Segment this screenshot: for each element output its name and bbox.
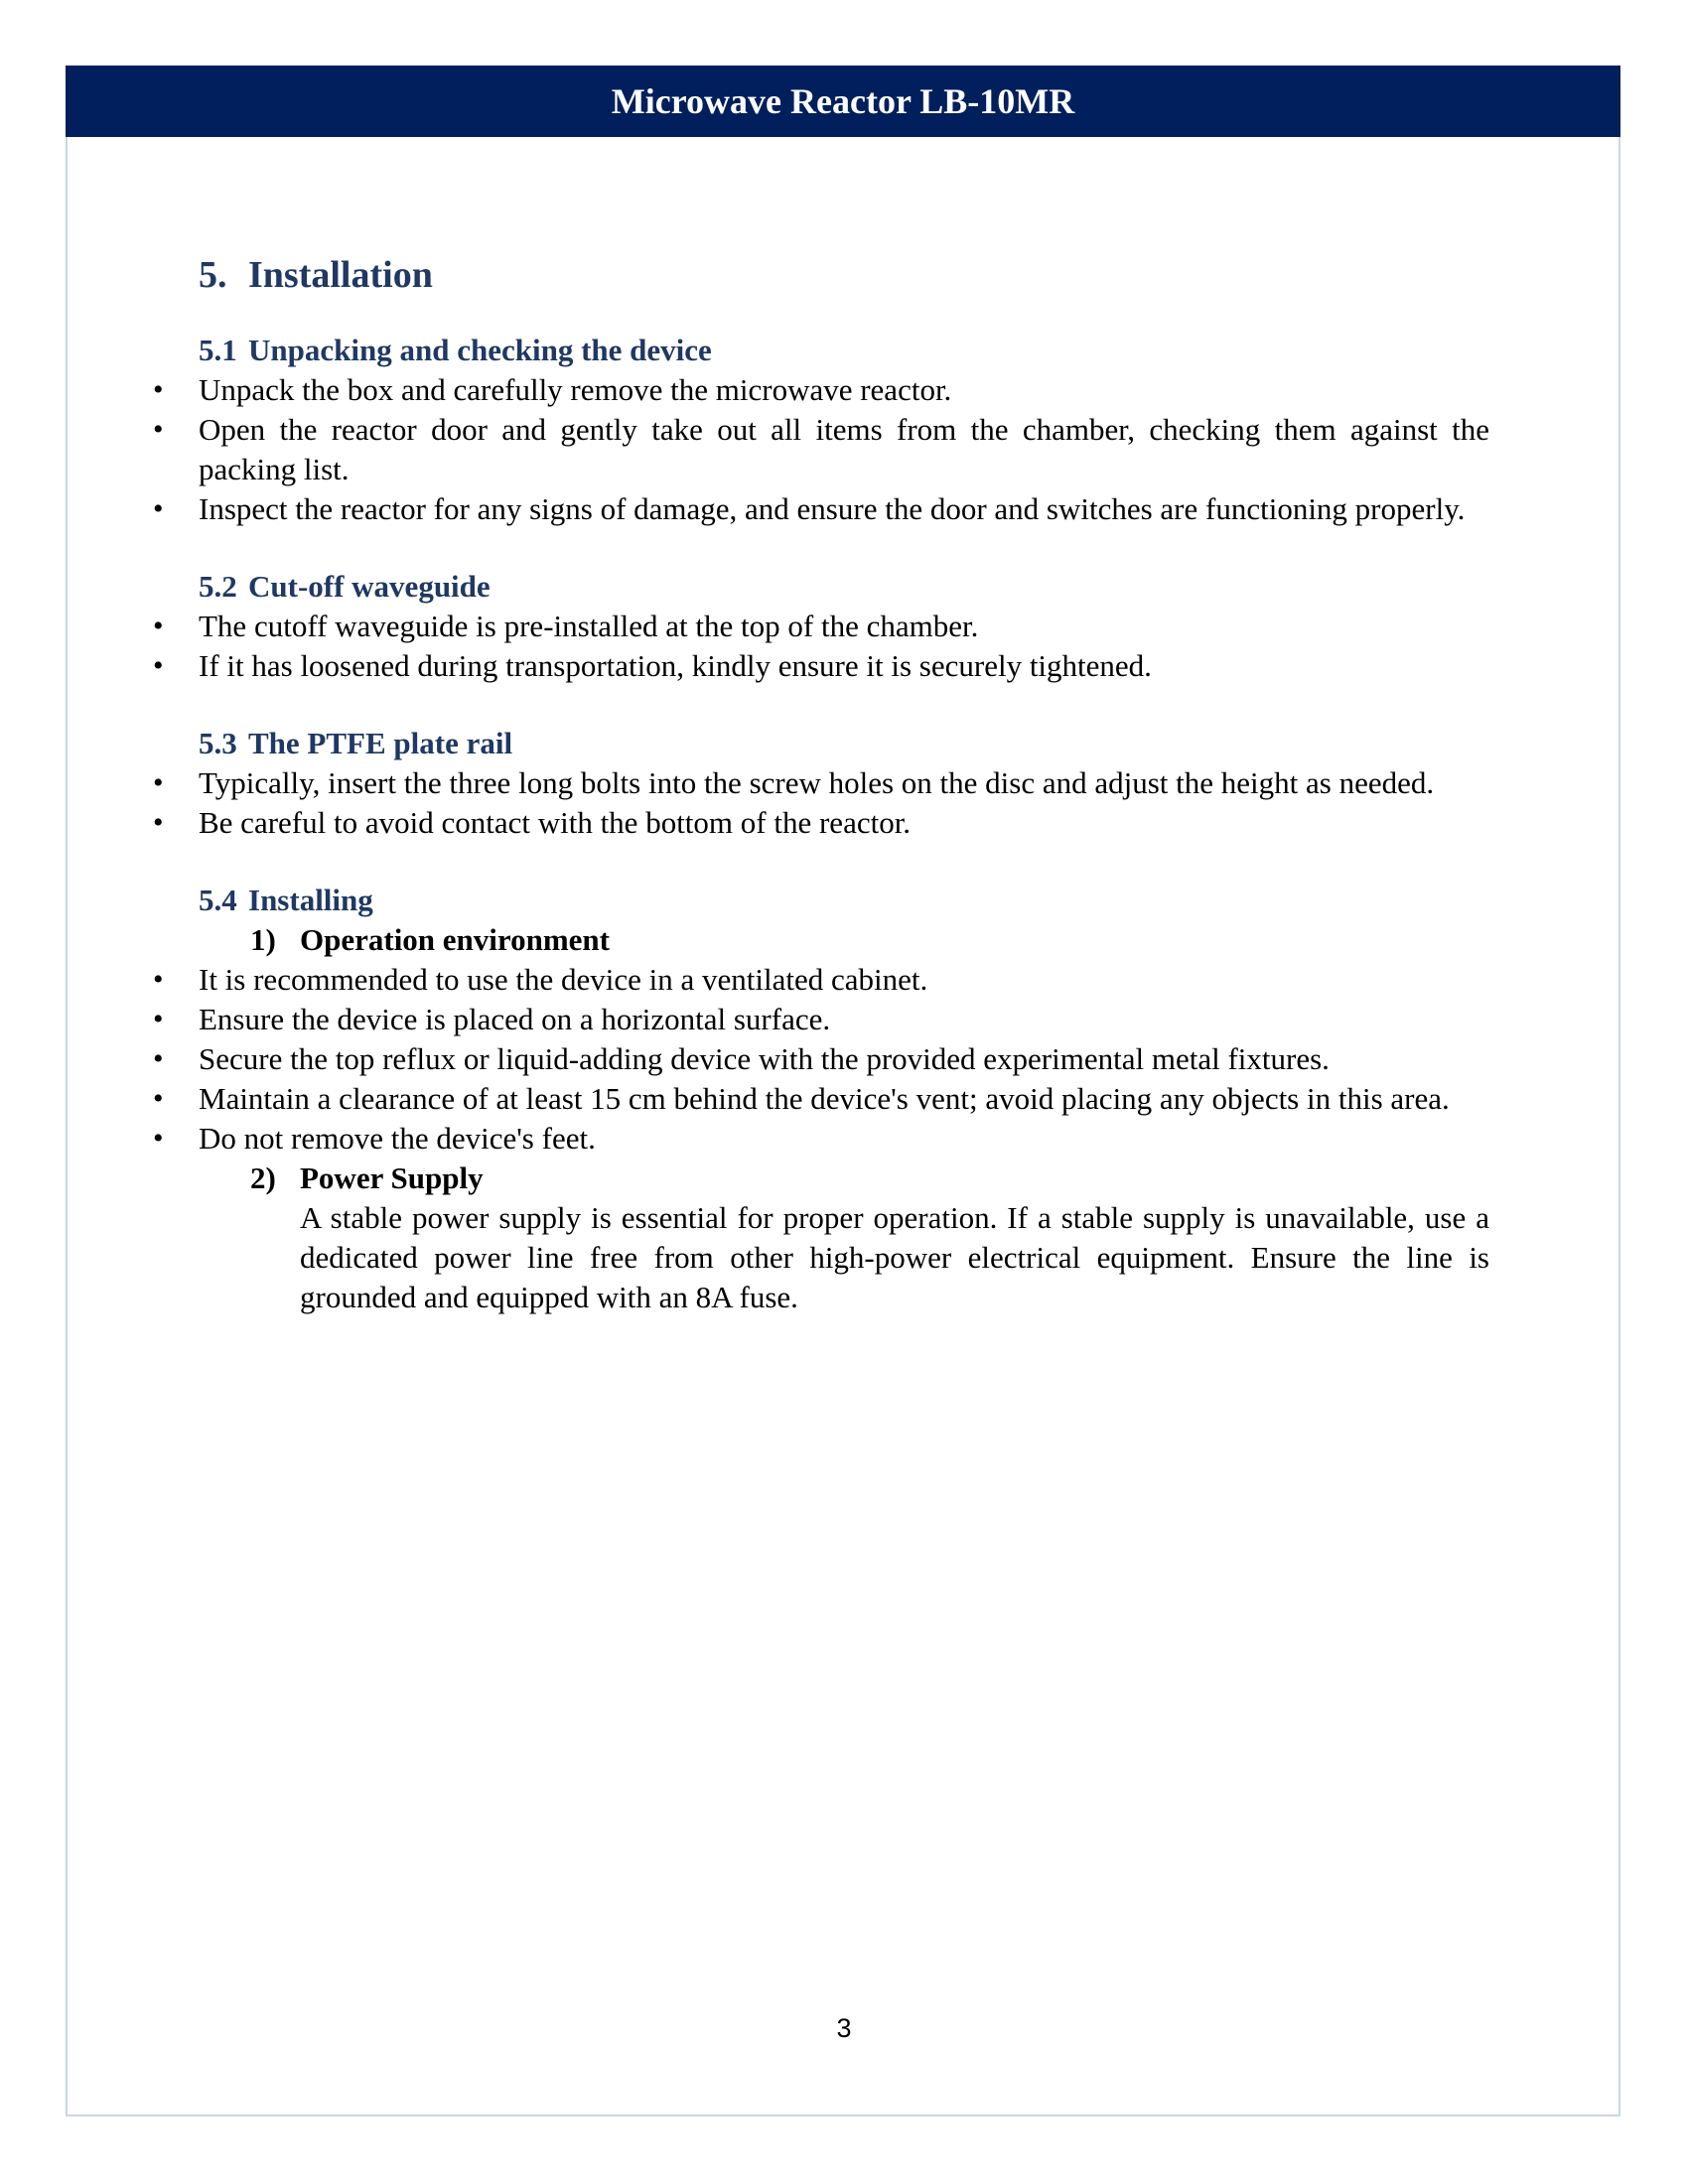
subsection-heading xyxy=(250,920,1489,960)
page-content xyxy=(199,253,1489,1355)
list-item: • Maintain a clearance of at least 15 cm behind the device's vent; avoid placing any objects in this area. xyxy=(199,1079,1489,1119)
power-supply-paragraph: A stable power supply is essential for proper operation. If a stable supply is unavailable, use a dedicated power line free from other high-power electrical equipment. Ensure the line is grounded and equipped with an 8A fuse. xyxy=(300,1200,1489,1314)
list-item: • Be careful to avoid contact with the bottom of the reactor. xyxy=(199,803,1489,843)
list-item: • Inspect the reactor for any signs of damage, and ensure the door and switches are functioning properly. xyxy=(199,489,1489,529)
section-5-4 xyxy=(199,881,1489,1317)
list-item: • Do not remove the device's feet. xyxy=(199,1119,1489,1159)
section-heading xyxy=(199,881,1489,920)
section-heading xyxy=(199,331,1489,370)
list-item: • Open the reactor door and gently take out all items from the chamber, checking them against the packing list. xyxy=(199,410,1489,489)
section-heading xyxy=(199,567,1489,607)
section-number: 5.4 xyxy=(199,883,237,917)
section-title: The PTFE plate rail xyxy=(248,726,513,760)
list-item: • The cutoff waveguide is pre-installed at the top of the chamber. xyxy=(199,607,1489,646)
document-title: Microwave Reactor LB-10MR xyxy=(611,81,1075,121)
subsection-number: 2) xyxy=(250,1160,276,1195)
list-item: • It is recommended to use the device in a ventilated cabinet. xyxy=(199,960,1489,1000)
list-item: • Typically, insert the three long bolts into the screw holes on the disc and adjust the height as needed. xyxy=(199,763,1489,803)
bullet-list xyxy=(199,763,1489,843)
section-title: Unpacking and checking the device xyxy=(248,333,712,367)
subsection-number: 1) xyxy=(250,922,276,957)
subsection-operation-environment xyxy=(250,920,1489,960)
list-item: • Secure the top reflux or liquid-adding device with the provided experimental metal fixtures. xyxy=(199,1039,1489,1079)
chapter-heading xyxy=(199,253,1489,297)
list-item: • Unpack the box and carefully remove the microwave reactor. xyxy=(199,370,1489,410)
bullet-list xyxy=(199,960,1489,1159)
section-heading xyxy=(199,724,1489,763)
section-number: 5.3 xyxy=(199,726,237,760)
subsection-title: Operation environment xyxy=(300,922,610,957)
subsection-heading xyxy=(250,1159,1489,1198)
list-item: • Ensure the device is placed on a horizontal surface. xyxy=(199,1000,1489,1039)
section-number: 5.2 xyxy=(199,569,237,604)
chapter-title: Installation xyxy=(248,254,433,296)
bullet-list xyxy=(199,370,1489,529)
chapter-number: 5. xyxy=(199,254,227,296)
subsection-title: Power Supply xyxy=(300,1160,484,1195)
section-5-2 xyxy=(199,567,1489,686)
subsection-power-supply xyxy=(250,1159,1489,1198)
page-number: 3 xyxy=(836,2013,852,2043)
header-banner xyxy=(66,66,1620,137)
section-number: 5.1 xyxy=(199,333,237,367)
list-item: • If it has loosened during transportation, kindly ensure it is securely tightened. xyxy=(199,646,1489,686)
section-5-1 xyxy=(199,331,1489,529)
section-title: Installing xyxy=(248,883,373,917)
section-title: Cut-off waveguide xyxy=(248,569,491,604)
bullet-list xyxy=(199,607,1489,686)
section-5-3 xyxy=(199,724,1489,843)
